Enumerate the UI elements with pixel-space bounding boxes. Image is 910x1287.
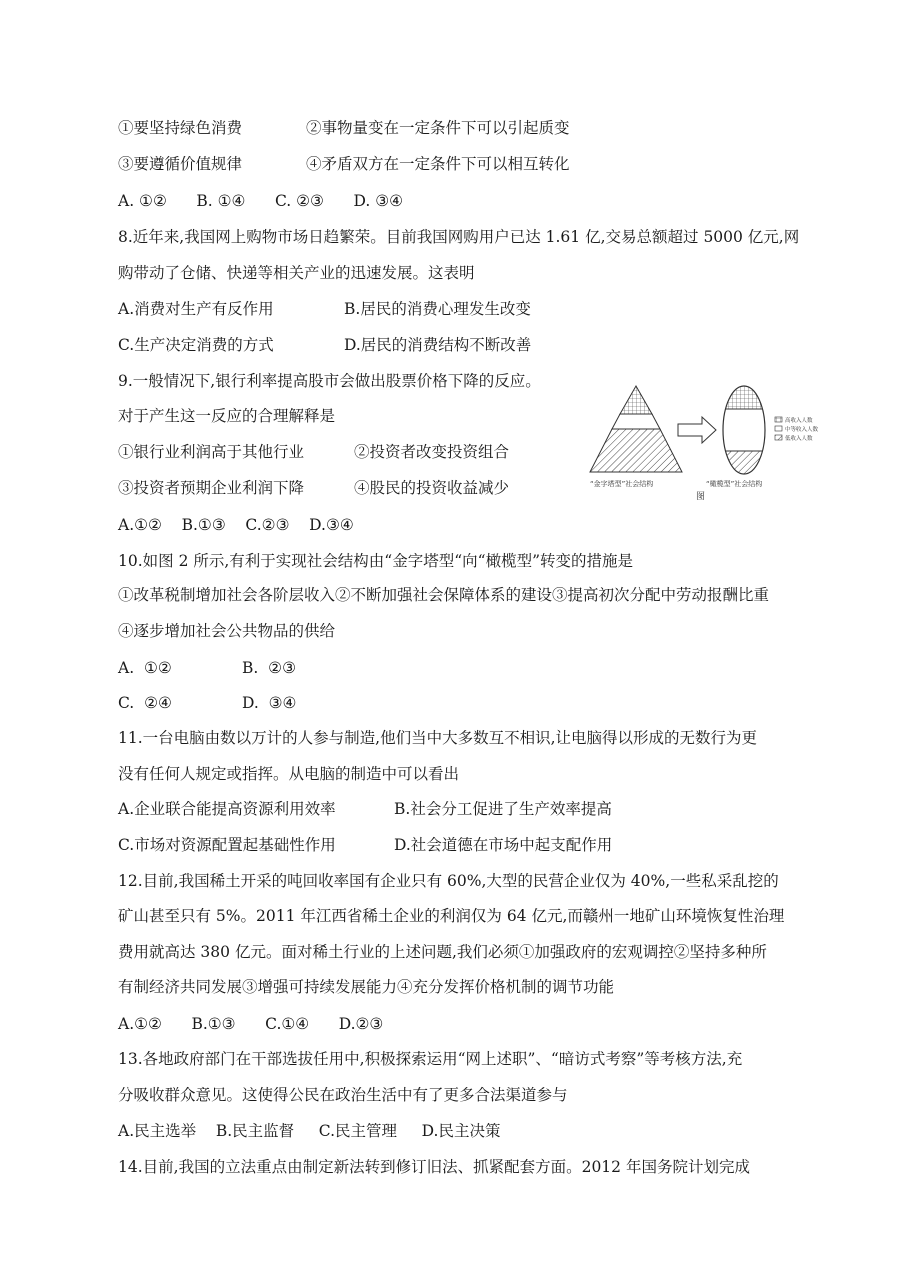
q10-stem: 10.如图 2 所示,有利于实现社会结构由“金字塔型“向“橄榄型”转变的措施是: [118, 552, 633, 570]
olive-diagram: [722, 385, 766, 476]
q9-option-1: ①银行业利润高于其他行业: [118, 443, 305, 461]
q9-stem-line-2: 对于产生这一反应的合理解释是: [118, 407, 336, 425]
q9-stem-line-1: 9.一般情况下,银行利率提高股市会做出股票价格下降的反应。: [118, 372, 541, 390]
caption-pyramid: “金字塔型”社会结构: [590, 480, 654, 488]
q7-choices: A. ①② B. ①④ C. ②③ D. ③④: [118, 192, 404, 210]
q10-choice-a: A. ①②: [118, 659, 172, 677]
q11-stem-line-2: 没有任何人规定或指挥。从电脑的制造中可以看出: [118, 765, 460, 783]
q10-choice-d: D. ③④: [242, 694, 297, 712]
q8-stem-line-1: 8.近年来,我国网上购物市场日趋繁荣。目前我国网购用户已达 1.61 亿,交易总额超过 5000 亿元,网: [118, 228, 800, 246]
q10-options-line-1: ①改革税制增加社会各阶层收入②不断加强社会保障体系的建设③提高初次分配中劳动报酬比重: [118, 586, 770, 604]
q9-option-3: ③投资者预期企业利润下降: [118, 479, 305, 497]
q13-stem-line-1: 13.各地政府部门在干部选拔任用中,积极探索运用“网上述职”、“暗访式考察”等考核方法,充: [118, 1050, 743, 1068]
q11-choice-b: B.社会分工促进了生产效率提高: [394, 800, 612, 818]
q8-choice-c: C.生产决定消费的方式: [118, 336, 274, 354]
q9-option-4: ④股民的投资收益减少: [354, 479, 510, 497]
q11-stem-line-1: 11.一台电脑由数以万计的人参与制造,他们当中大多数互不相识,让电脑得以形成的无数行为更: [118, 729, 758, 747]
q11-choice-a: A.企业联合能提高资源利用效率: [118, 800, 336, 818]
q12-choices: A.①② B.①③ C.①④ D.②③: [118, 1015, 384, 1033]
q7-option-2: ②事物量变在一定条件下可以引起质变: [306, 119, 570, 137]
legend-mid: 中等收入人数: [785, 427, 818, 433]
q10-choice-b: B. ②③: [242, 659, 296, 677]
social-structure-figure: [588, 382, 818, 507]
q7-option-1: ①要坚持绿色消费: [118, 119, 243, 137]
q9-option-2: ②投资者改变投资组合: [354, 443, 510, 461]
figure-label: 图: [696, 492, 706, 502]
q12-stem-line-2: 矿山甚至只有 5%。2011 年江西省稀土企业的利润仅为 64 亿元,而赣州一地矿山环境恢复性治理: [118, 907, 785, 925]
q11-choice-d: D.社会道德在市场中起支配作用: [394, 836, 613, 854]
q8-stem-line-2: 购带动了仓储、快递等相关产业的迅速发展。这表明: [118, 264, 475, 282]
q10-choice-c: C. ②④: [118, 694, 172, 712]
q10-options-line-2: ④逐步增加社会公共物品的供给: [118, 622, 336, 640]
q8-choice-b: B.居民的消费心理发生改变: [344, 300, 531, 318]
q13-choices: A.民主选举 B.民主监督 C.民主管理 D.民主决策: [118, 1122, 501, 1140]
q14-stem-line-1: 14.目前,我国的立法重点由制定新法转到修订旧法、抓紧配套方面。2012 年国务院计划完成: [118, 1158, 750, 1176]
arrow-icon: [678, 417, 716, 443]
q8-choice-a: A.消费对生产有反作用: [118, 300, 274, 318]
q11-choice-c: C.市场对资源配置起基础性作用: [118, 836, 336, 854]
q12-stem-line-1: 12.目前,我国稀土开采的吨回收率国有企业只有 60%,大型的民营企业仅为 40%,一些私采乱挖的: [118, 872, 779, 890]
q9-choices: A.①② B.①③ C.②③ D.③④: [118, 516, 354, 534]
q8-choice-d: D.居民的消费结构不断改善: [344, 336, 532, 354]
q12-stem-line-3: 费用就高达 380 亿元。面对稀土行业的上述问题,我们必须①加强政府的宏观调控②坚持多种所: [118, 943, 767, 961]
legend-high: 高收入人数: [785, 418, 813, 424]
pyramid-diagram: [590, 386, 682, 472]
q7-option-3: ③要遵循价值规律: [118, 155, 243, 173]
q13-stem-line-2: 分吸收群众意见。这使得公民在政治生活中有了更多合法渠道参与: [118, 1086, 568, 1104]
q7-option-4: ④矛盾双方在一定条件下可以相互转化: [306, 155, 570, 173]
legend-low: 低收入人数: [785, 436, 813, 442]
q12-stem-line-4: 有制经济共同发展③增强可持续发展能力④充分发挥价格机制的调节功能: [118, 978, 615, 996]
caption-olive: “橄榄型”社会结构: [706, 480, 763, 488]
figure-legend: [775, 416, 818, 442]
